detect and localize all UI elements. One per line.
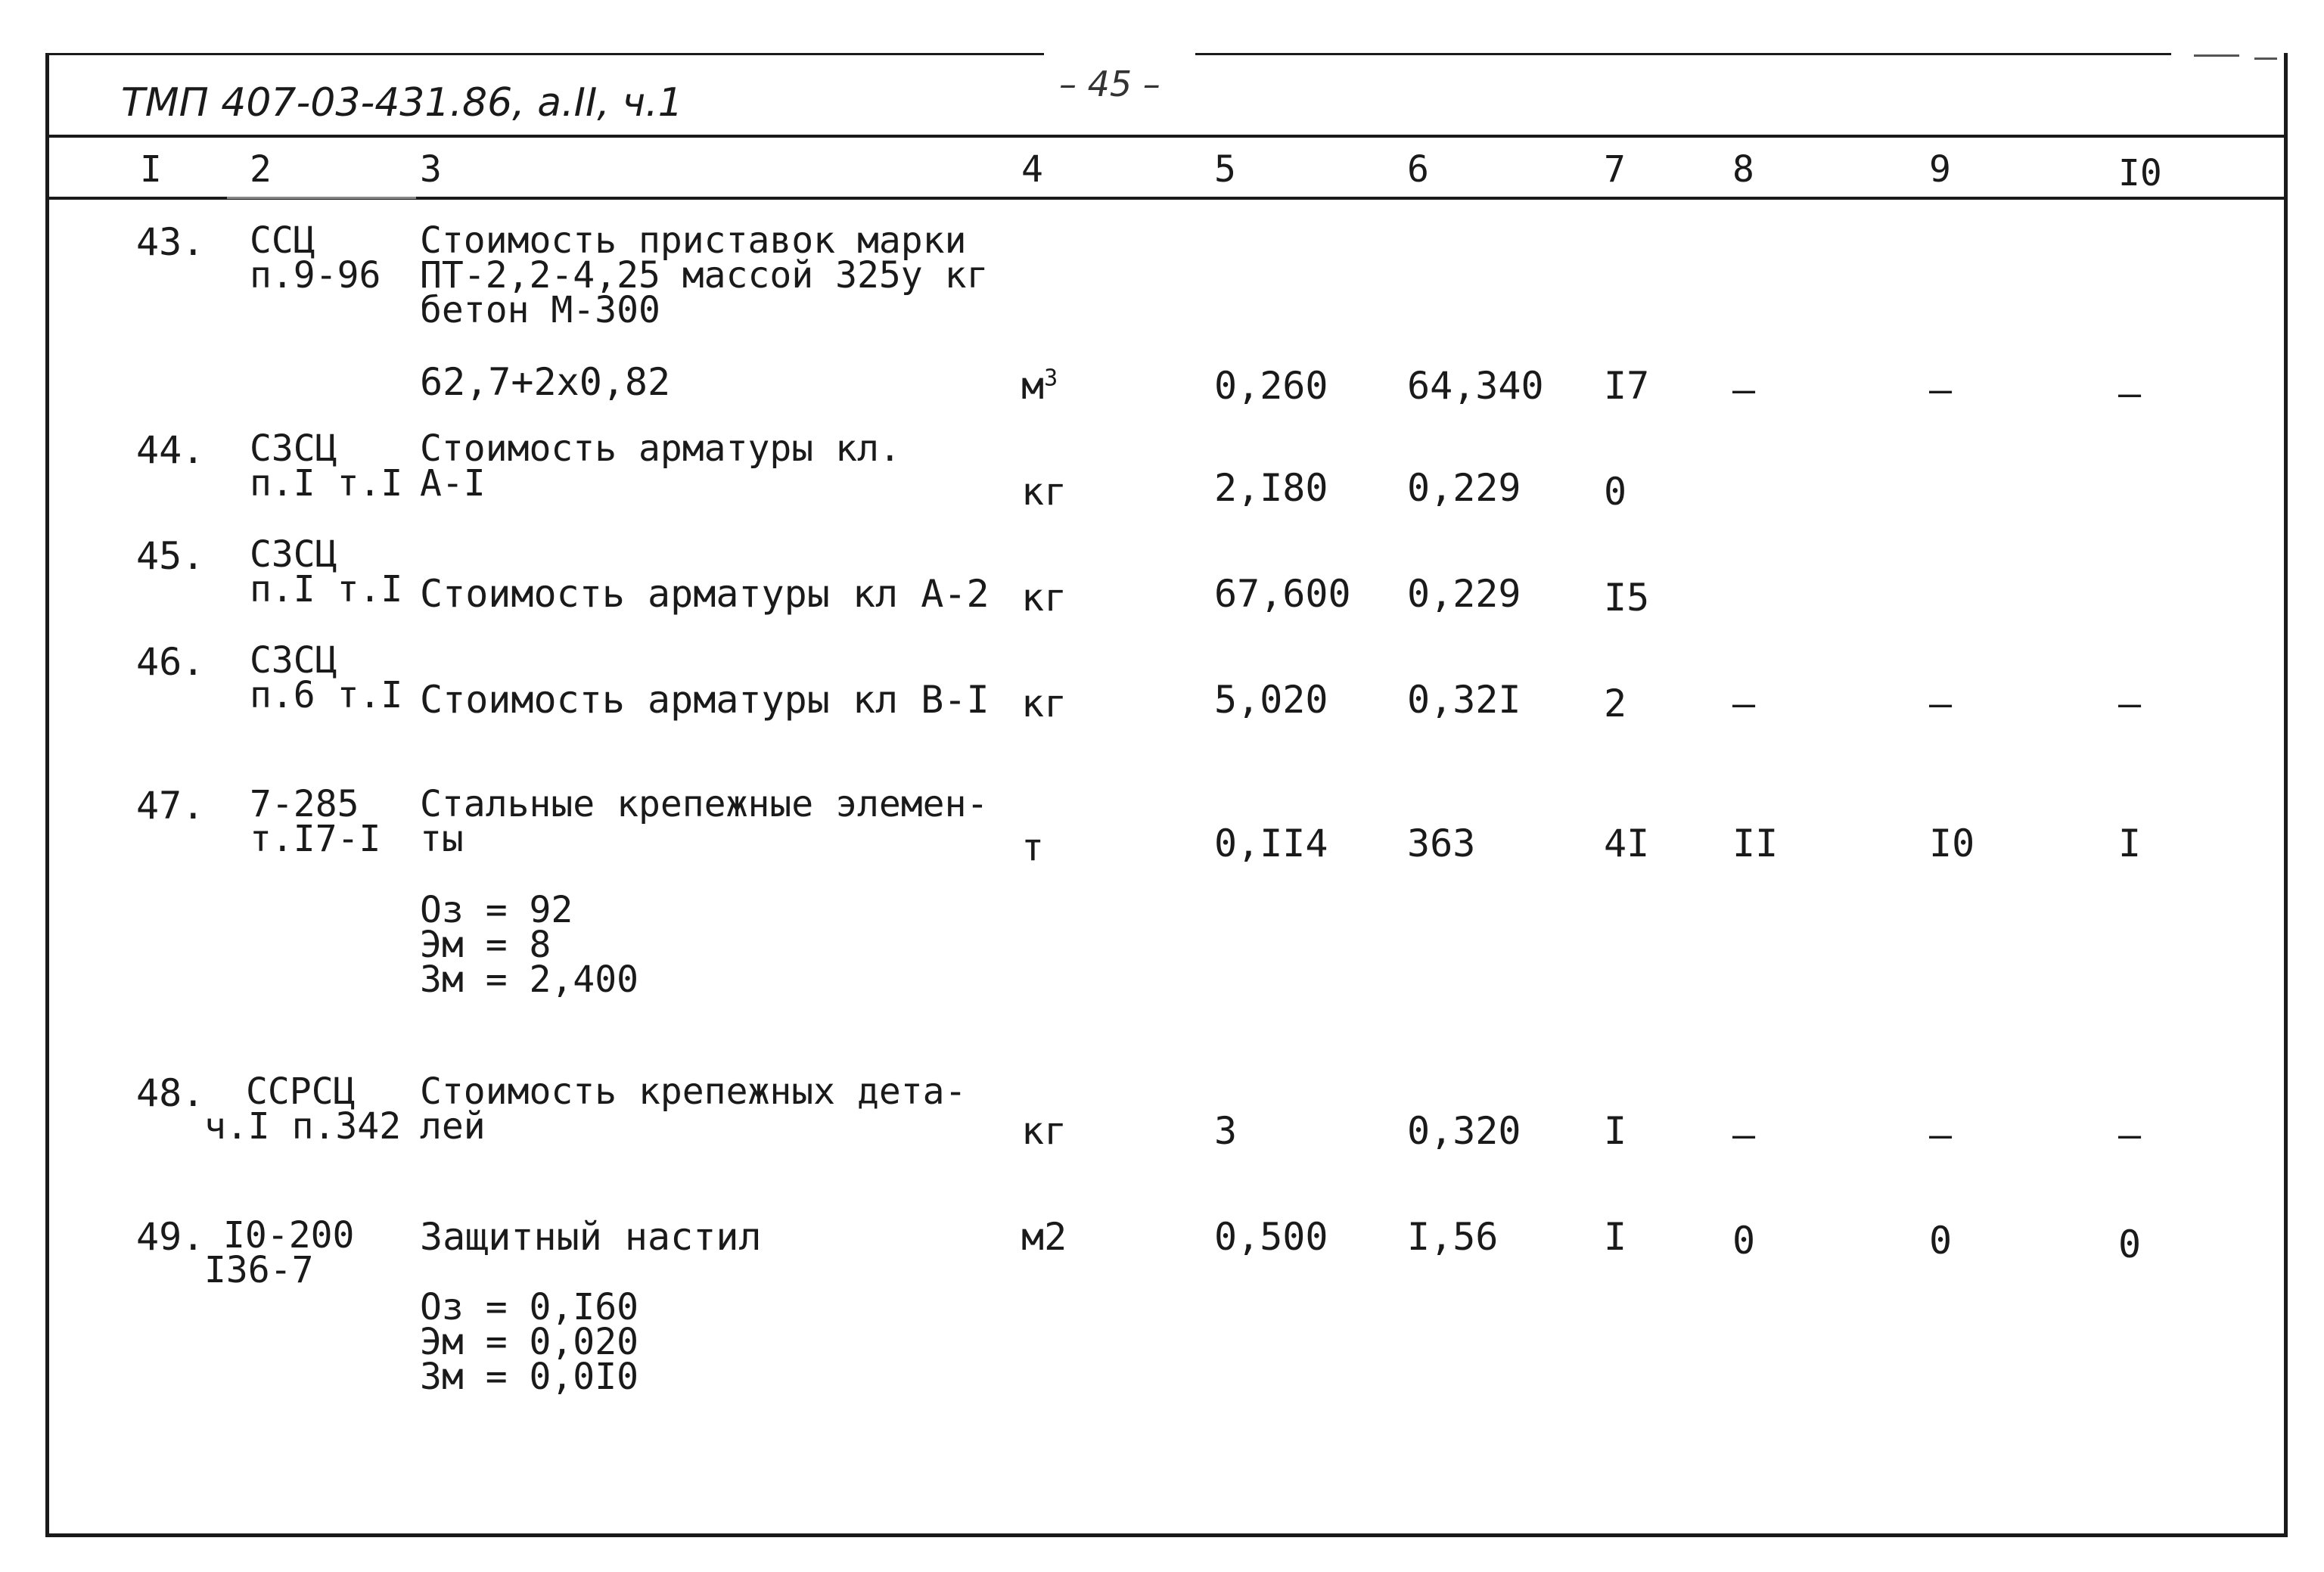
top-rule-left xyxy=(45,53,1044,55)
row-code-line: СЗСЦ xyxy=(250,639,337,682)
row-description: Стоимость арматуры кл В-I xyxy=(420,678,990,722)
row-unit: кг xyxy=(1021,1109,1067,1153)
col-header-3: 3 xyxy=(420,148,442,191)
row-code xyxy=(250,219,381,297)
calculation-line: Зм = 0,0I0 xyxy=(420,1356,638,1398)
row-col7: 2 xyxy=(1604,682,1627,725)
row-col7: I5 xyxy=(1604,576,1650,620)
col-header-6: 6 xyxy=(1407,148,1429,191)
row-col7: 0 xyxy=(1604,470,1627,514)
row-unit xyxy=(1021,364,1058,408)
row-description xyxy=(420,1070,967,1148)
row-code-line: СЗСЦ xyxy=(250,533,337,576)
row-col8: 0 xyxy=(1732,1219,1756,1263)
unit-text: кг xyxy=(1021,470,1067,514)
row-unit: т xyxy=(1021,825,1045,869)
calculation-line: Оз = 92 xyxy=(420,889,573,931)
row-col10: – xyxy=(2118,682,2142,725)
row-price: 0,320 xyxy=(1407,1109,1521,1153)
description-line: ПТ-2,2-4,25 массой 325у кг xyxy=(420,254,989,297)
row-code-line: п.9-96 xyxy=(250,254,381,297)
description-line: А-I xyxy=(420,462,486,505)
row-unit: м2 xyxy=(1021,1215,1067,1259)
row-code-line: I36-7 xyxy=(204,1249,314,1291)
row-quantity: 0,260 xyxy=(1214,364,1328,408)
row-number: 44. xyxy=(136,428,205,472)
row-number: 47. xyxy=(136,784,205,828)
document-title: ТМП 407-03-431.86, а.II, ч.1 xyxy=(121,80,683,126)
row-description: Стоимость арматуры кл А-2 xyxy=(420,572,990,616)
row-code xyxy=(204,1070,402,1148)
description-line: Стальные крепежные элемен- xyxy=(420,783,989,825)
row-description xyxy=(420,783,989,860)
description-line: ты xyxy=(420,818,464,860)
row-description xyxy=(420,219,989,331)
row-quantity: 3 xyxy=(1214,1109,1238,1153)
row-price: 64,340 xyxy=(1407,364,1544,408)
row-description xyxy=(420,427,901,505)
row-number: 45. xyxy=(136,534,205,578)
description-line: лей xyxy=(420,1105,486,1148)
row-col8: II xyxy=(1732,822,1779,865)
row-code-line: п.I т.I xyxy=(250,568,403,610)
col-header-9: 9 xyxy=(1929,148,1951,191)
row-col8: – xyxy=(1732,368,1756,412)
row-number: 43. xyxy=(136,220,205,264)
row-col9: I0 xyxy=(1929,822,1975,865)
row-col7: I xyxy=(1604,1109,1627,1153)
page-number: – 45 – xyxy=(1059,64,1160,104)
col-header-5: 5 xyxy=(1214,148,1236,191)
row-col10: – xyxy=(2118,1113,2142,1157)
top-right-dash xyxy=(2194,54,2239,57)
col-header-4: 4 xyxy=(1021,148,1043,191)
row-number: 49. xyxy=(136,1215,205,1259)
row-calculation xyxy=(420,889,638,1001)
row-col9: – xyxy=(1929,368,1953,412)
row-description: Защитный настил xyxy=(420,1215,762,1259)
calculation-line: Эм = 0,020 xyxy=(420,1321,638,1363)
row-calculation: 62,7+2х0,82 xyxy=(420,360,671,404)
row-code xyxy=(250,639,403,716)
col-header-1: I xyxy=(140,148,162,191)
row-code-line: т.I7-I xyxy=(250,818,381,860)
header-rule-top xyxy=(45,135,2288,138)
row-quantity: 2,I80 xyxy=(1214,466,1328,510)
col-header-7: 7 xyxy=(1604,148,1626,191)
row-code-line: ССРСЦ xyxy=(246,1070,356,1113)
row-quantity: 67,600 xyxy=(1214,572,1351,616)
row-unit: кг xyxy=(1021,682,1067,725)
unit-text: м xyxy=(1021,364,1045,408)
row-code xyxy=(250,427,403,505)
description-line: Стоимость приставок марки xyxy=(420,219,967,262)
row-quantity: 0,II4 xyxy=(1214,822,1328,865)
row-code-line: ССЦ xyxy=(250,219,315,262)
row-col10: I xyxy=(2118,822,2142,865)
row-number: 48. xyxy=(136,1071,205,1115)
row-col7: I7 xyxy=(1604,364,1650,408)
description-line: Стоимость крепежных дета- xyxy=(420,1070,967,1113)
row-col8: – xyxy=(1732,682,1756,725)
row-col9: 0 xyxy=(1929,1219,1953,1263)
row-code xyxy=(250,533,403,610)
row-price: 363 xyxy=(1407,822,1476,865)
calculation-line: Зм = 2,400 xyxy=(420,958,638,1001)
row-code-line: I0-200 xyxy=(223,1214,355,1257)
row-quantity: 5,020 xyxy=(1214,678,1328,722)
row-col10: – xyxy=(2118,371,2142,415)
col-header-10: I0 xyxy=(2118,152,2162,194)
row-col8: – xyxy=(1732,1113,1756,1157)
col-header-8: 8 xyxy=(1732,148,1754,191)
col-header-2: 2 xyxy=(250,148,272,191)
calculation-line: Оз = 0,I60 xyxy=(420,1286,638,1328)
row-code-line: п.I т.I xyxy=(250,462,403,505)
row-col7: I xyxy=(1604,1215,1627,1259)
row-unit xyxy=(1021,470,1067,514)
unit-superscript: 3 xyxy=(1044,365,1058,392)
calculation-line: Эм = 8 xyxy=(420,924,551,966)
top-rule-right xyxy=(1195,53,2171,55)
row-code xyxy=(250,783,381,860)
row-col9: – xyxy=(1929,1113,1953,1157)
row-code-line: СЗСЦ xyxy=(250,427,337,470)
description-line: Стоимость арматуры кл. xyxy=(420,427,901,470)
top-right-dash-2 xyxy=(2254,57,2277,60)
row-col7: 4I xyxy=(1604,822,1650,865)
row-unit: кг xyxy=(1021,576,1067,620)
description-line: бетон М-300 xyxy=(420,289,660,331)
page-frame xyxy=(45,53,2288,1537)
row-price: 0,229 xyxy=(1407,572,1521,616)
row-code-line: ч.I п.342 xyxy=(204,1105,402,1148)
row-quantity: 0,500 xyxy=(1214,1215,1328,1259)
row-calculation xyxy=(420,1286,638,1398)
row-number: 46. xyxy=(136,640,205,684)
row-price: 0,229 xyxy=(1407,466,1521,510)
row-code xyxy=(204,1214,355,1291)
row-price: 0,32I xyxy=(1407,678,1521,722)
row-code-line: 7-285 xyxy=(250,783,359,825)
row-col10: 0 xyxy=(2118,1222,2142,1266)
row-col9: – xyxy=(1929,682,1953,725)
row-price: I,56 xyxy=(1407,1215,1499,1259)
header-underline-fragment xyxy=(227,197,416,199)
row-code-line: п.6 т.I xyxy=(250,674,403,716)
